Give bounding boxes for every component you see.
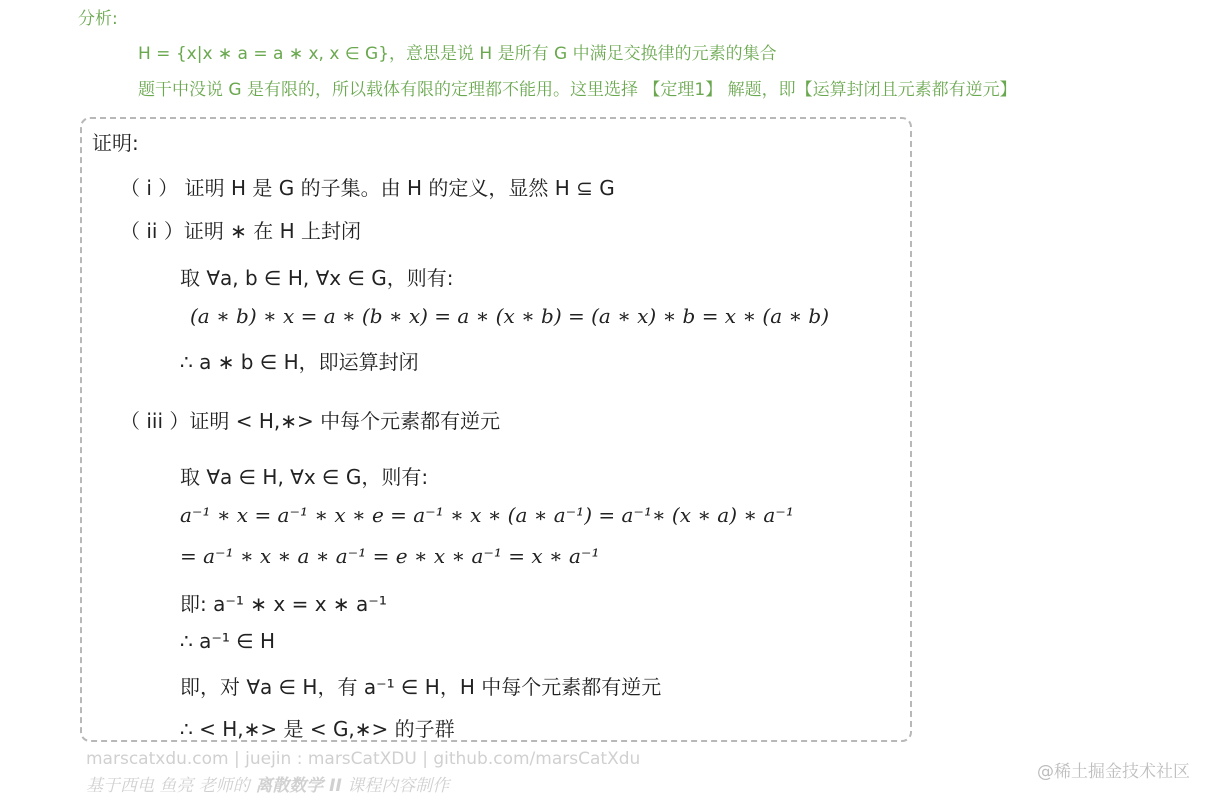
footer-course-suffix: 课程内容制作 [341, 776, 450, 796]
footer-course-name: 离散数学 II [255, 776, 342, 796]
proof-final: ∴ < H,∗> 是 < G,∗> 的子群 [180, 717, 455, 741]
proof-ii-equation: (a ∗ b) ∗ x = a ∗ (b ∗ x) = a ∗ (x ∗ b) = (a ∗ x) ∗ b = x ∗ (a ∗ b) [190, 304, 830, 328]
proof-ii-conclusion: ∴ a ∗ b ∈ H，即运算封闭 [180, 350, 419, 374]
analysis-label: 分析: [78, 9, 118, 29]
footer-links: marscatxdu.com | juejin : marsCatXDU | github.com/marsCatXdu [86, 749, 641, 769]
watermark: @稀土掘金技术社区 [1037, 762, 1190, 782]
proof-part-ii: （ ii ）证明 ∗ 在 H 上封闭 [120, 219, 362, 243]
analysis-line-1: H = {x|x ∗ a = a ∗ x, x ∈ G}，意思是说 H 是所有 G 中满足交换律的元素的集合 [138, 44, 777, 64]
proof-iii-ie: 即: a⁻¹ ∗ x = x ∗ a⁻¹ [180, 592, 387, 616]
footer-course-prefix: 基于西电 鱼亮 老师的 [86, 776, 256, 796]
proof-title: 证明: [92, 131, 139, 155]
proof-iii-equation-2: = a⁻¹ ∗ x ∗ a ∗ a⁻¹ = e ∗ x ∗ a⁻¹ = x ∗ a⁻¹ [180, 544, 600, 568]
proof-iii-equation-1: a⁻¹ ∗ x = a⁻¹ ∗ x ∗ e = a⁻¹ ∗ x ∗ (a ∗ a⁻¹) = a⁻¹∗ (x ∗ a) ∗ a⁻¹ [180, 503, 794, 527]
proof-iii-therefore: ∴ a⁻¹ ∈ H [180, 629, 276, 653]
proof-iii-summary: 即，对 ∀a ∈ H，有 a⁻¹ ∈ H，H 中每个元素都有逆元 [180, 675, 662, 699]
proof-iii-take: 取 ∀a ∈ H, ∀x ∈ G，则有: [180, 465, 429, 489]
proof-part-iii: （ iii ）证明 < H,∗> 中每个元素都有逆元 [120, 409, 501, 433]
proof-ii-take: 取 ∀a, b ∈ H, ∀x ∈ G，则有: [180, 266, 454, 290]
proof-part-i: （ i ） 证明 H 是 G 的子集。由 H 的定义，显然 H ⊆ G [120, 176, 615, 200]
footer-course [86, 771, 449, 796]
analysis-line-2: 题干中没说 G 是有限的，所以载体有限的定理都不能用。这里选择 【定理1】 解题，即【运算封闭且元素都有逆元】 [138, 80, 1017, 100]
